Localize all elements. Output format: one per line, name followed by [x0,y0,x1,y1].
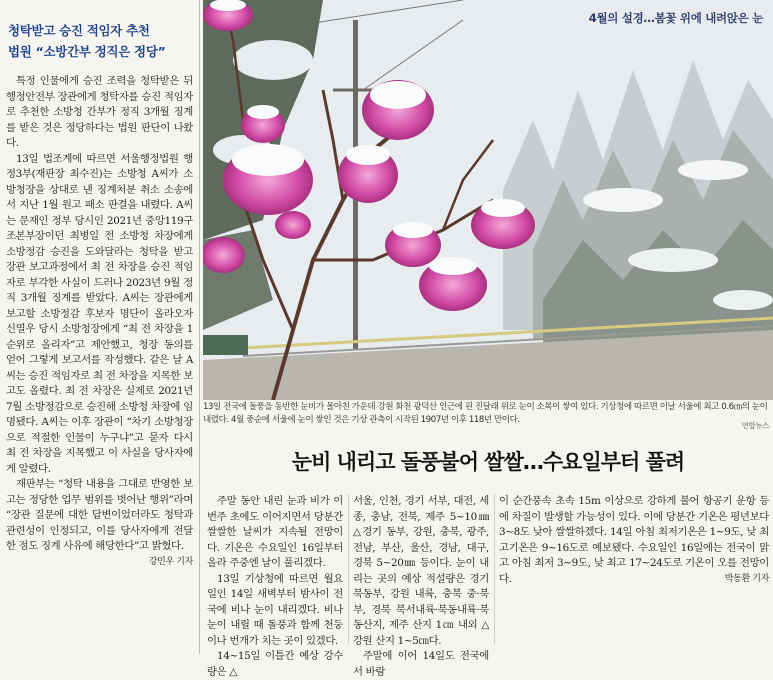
main-article-paragraph-text: 이 순간풍속 초속 15m 이상으로 강하게 불어 항공기 운항 등에 차질이 발생할 가능성이 있다. 이에 당분간 기온은 평년보다 3~8도 낮아 쌀쌀하겠다. 14일 아침 최저기온은 1~9도, 낮 최고기온은 9~16도로 예보됐다. 수요일인 16일에는 전국이 맑고 아침 최저 3~9도, 낮 최고 17~24도로 기온이 오를 전망이다. [499,495,769,585]
photo-caption-text: 13일 전국에 돌풍을 동반한 눈비가 몰아친 가운데 강원 화천 광덕산 인근에 핀 진달래 위로 눈이 소복이 쌓여 있다. 기상청에 따르면 이날 서울에 최고 0.6㎝의 눈이 내렸다. 4월 중순에 서울에 눈이 쌓인 것은 기상 관측이 시작된 1907년 이후 118년 만이다. [203,402,768,425]
left-article-title-line2: 법원 “소방간부 정직은 정당” [8,44,166,59]
photo-title: 4월의 설경…봄꽃 위에 내려앉은 눈 [588,11,763,25]
main-article-paragraph [499,494,769,587]
main-article-paragraph: 주말에 이어 14일도 전국에서 바람 [353,650,489,678]
main-article-body [205,494,771,678]
main-article-paragraph: 13일 기상청에 따르면 월요일인 14일 새벽부터 밤사이 전국에 비나 눈이 내리겠다. 비나 눈이 내릴 때 돌풍과 함께 천둥이나 번개가 치는 곳이 있겠다. [207,572,343,647]
column-divider [348,494,349,644]
photo-caption [203,401,769,432]
left-article-paragraph: 13일 법조계에 따르면 서울행정법원 행정3부(재판장 최수진)는 소방청 A씨가 소방청장을 상대로 낸 징계처분 취소 소송에서 지난 1월 원고 패소 판결을 내렸다. A씨는 문재인 정부 당시인 2021년 중앙119구조본부장이던 최병일 전 소방청 차장에게 소방정감 승진을 도와달라는 청탁을 받고 장관 보고과정에서 최 전 차장을 승진 적임자로 부각한 사실이 드러나 2023년 9월 정직 3개월 징계를 받았다. A씨는 장관에게 보고할 소방정감 후보자 명단이 올라오자 신열우 당시 소방청장에게 “최 전 차장을 1순위로 올리자”고 제안했고, 청장 동의를 얻어 그렇게 보고서를 작성했다. 같은 날 A씨는 승진 적임자로 최 전 차장을 지목한 보고도 올렸다. 최 전 차장은 실제로 2021년 7월 소방정감으로 승진해 소방청 차장에 임명됐다. A씨는 이후 장관이 “차기 소방청장으로 적절한 인물이 누구냐”고 묻자 다시 최 전 차장을 지목했고 이 사실을 당사자에게 알렸다. [6,152,193,475]
left-article-title-line1: 청탁받고 승진 적임자 추천 [8,23,150,38]
left-article-body [6,74,193,567]
main-article-column-3 [499,494,769,654]
main-article-column-1 [207,494,343,678]
snow-flower-photo [203,0,773,400]
main-article-paragraph: 주말 동안 내린 눈과 비가 이번주 초에도 이어지면서 당분간 쌀쌀한 날씨가 지속될 전망이다. 기온은 수요일인 16일부터 올라 주중엔 날이 풀리겠다. [207,495,343,569]
left-article-byline: 강민우 기자 [148,556,193,567]
left-article-paragraph [6,477,193,567]
main-headline: 눈비 내리고 돌풍불어 쌀쌀…수요일부터 풀려 [291,450,685,474]
left-article [0,0,200,654]
main-article-paragraph: 14~15일 이틀간 예상 강수량은 △ [207,650,343,678]
left-article-title [8,20,193,62]
left-article-paragraph: 특정 인물에게 승진 조력을 청탁받은 뒤 행정안전부 장관에게 청탁자를 승진 적임자로 추천한 소방청 간부가 정직 3개월 징계를 받은 것은 정당하다는 법원 판단이 나왔다. [6,75,193,149]
photo-illustration [203,0,773,400]
main-article-paragraph: 서울, 인천, 경기 서부, 대전, 세종, 충남, 전북, 제주 5~10㎜ △경기 동부, 강원, 충북, 광주, 전남, 부산, 울산, 경남, 대구, 경북 5~20㎜ 등이다. 눈이 내리는 곳의 예상 적설량은 경기 북동부, 강원 내륙, 충북 중·북부, 경북 북서내륙·북동내륙·북동산지, 제주 산지 1㎝ 내외 △강원 산지 1~5㎝다. [353,495,489,647]
main-article-byline: 박동환 기자 [724,573,769,584]
left-article-paragraph-text: 재판부는 “청탁 내용을 그대로 반영한 보고는 정당한 업무 범위를 벗어난 행위”라며 “장관 질문에 대한 답변이었더라도 청탁과 관련성이 인정되고, 이를 당사자에게 전달한 점도 징계 사유에 해당한다”고 밝혔다. [6,478,193,552]
main-article-column-2 [353,494,489,678]
column-divider [494,494,495,644]
photo-credit: 연합뉴스 [741,421,769,430]
